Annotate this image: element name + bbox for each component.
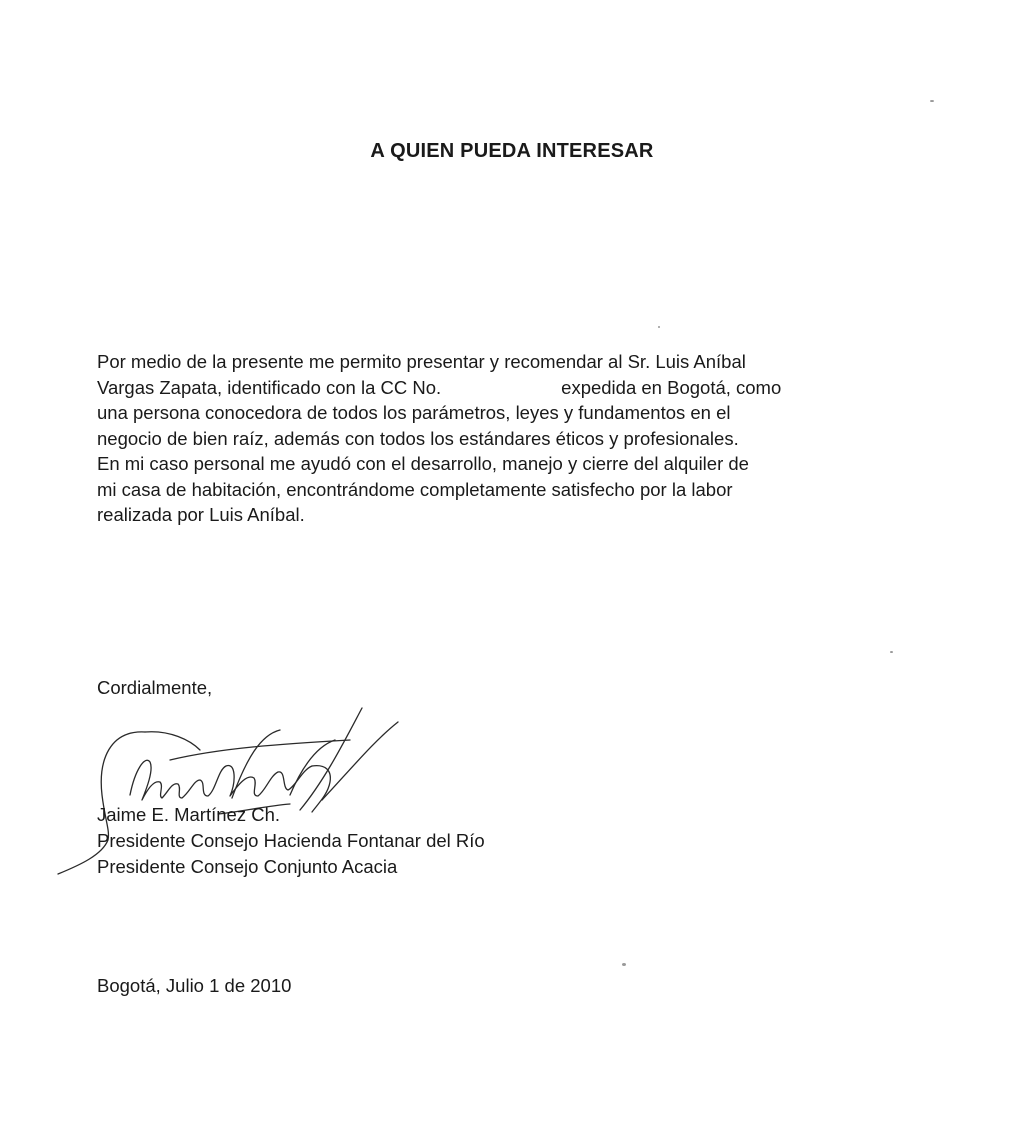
body-line: negocio de bien raíz, además con todos los estándares éticos y profesionales. bbox=[97, 427, 739, 449]
scan-speck bbox=[622, 963, 626, 966]
place-and-date: Bogotá, Julio 1 de 2010 bbox=[97, 975, 292, 996]
letter-body bbox=[97, 349, 927, 528]
signer-role: Presidente Consejo Conjunto Acacia bbox=[97, 856, 398, 877]
body-line-id bbox=[97, 375, 927, 401]
body-line: realizada por Luis Aníbal. bbox=[97, 504, 305, 525]
body-line-id-end: expedida en Bogotá, como bbox=[561, 376, 782, 398]
body-line: Por medio de la presente me permito presentar y recomendar al Sr. Luis Aníbal bbox=[97, 351, 746, 372]
signer-block bbox=[97, 802, 485, 880]
letter-title: A QUIEN PUEDA INTERESAR bbox=[370, 140, 654, 162]
body-line-id-start: Vargas Zapata, identificado con la CC No. bbox=[97, 376, 442, 398]
signer-role: Presidente Consejo Hacienda Fontanar del Río bbox=[97, 830, 485, 851]
scan-speck bbox=[930, 100, 934, 102]
body-line: En mi caso personal me ayudó con el desarrollo, manejo y cierre del alquiler de bbox=[97, 453, 749, 474]
scan-speck bbox=[658, 326, 660, 328]
body-line: una persona conocedora de todos los parámetros, leyes y fundamentos en el bbox=[97, 402, 731, 423]
scan-speck bbox=[890, 651, 893, 653]
signer-name: Jaime E. Martínez Ch. bbox=[97, 804, 281, 825]
closing-text: Cordialmente, bbox=[97, 677, 213, 698]
body-line: mi casa de habitación, encontrándome completamente satisfecho por la labor bbox=[97, 478, 733, 500]
